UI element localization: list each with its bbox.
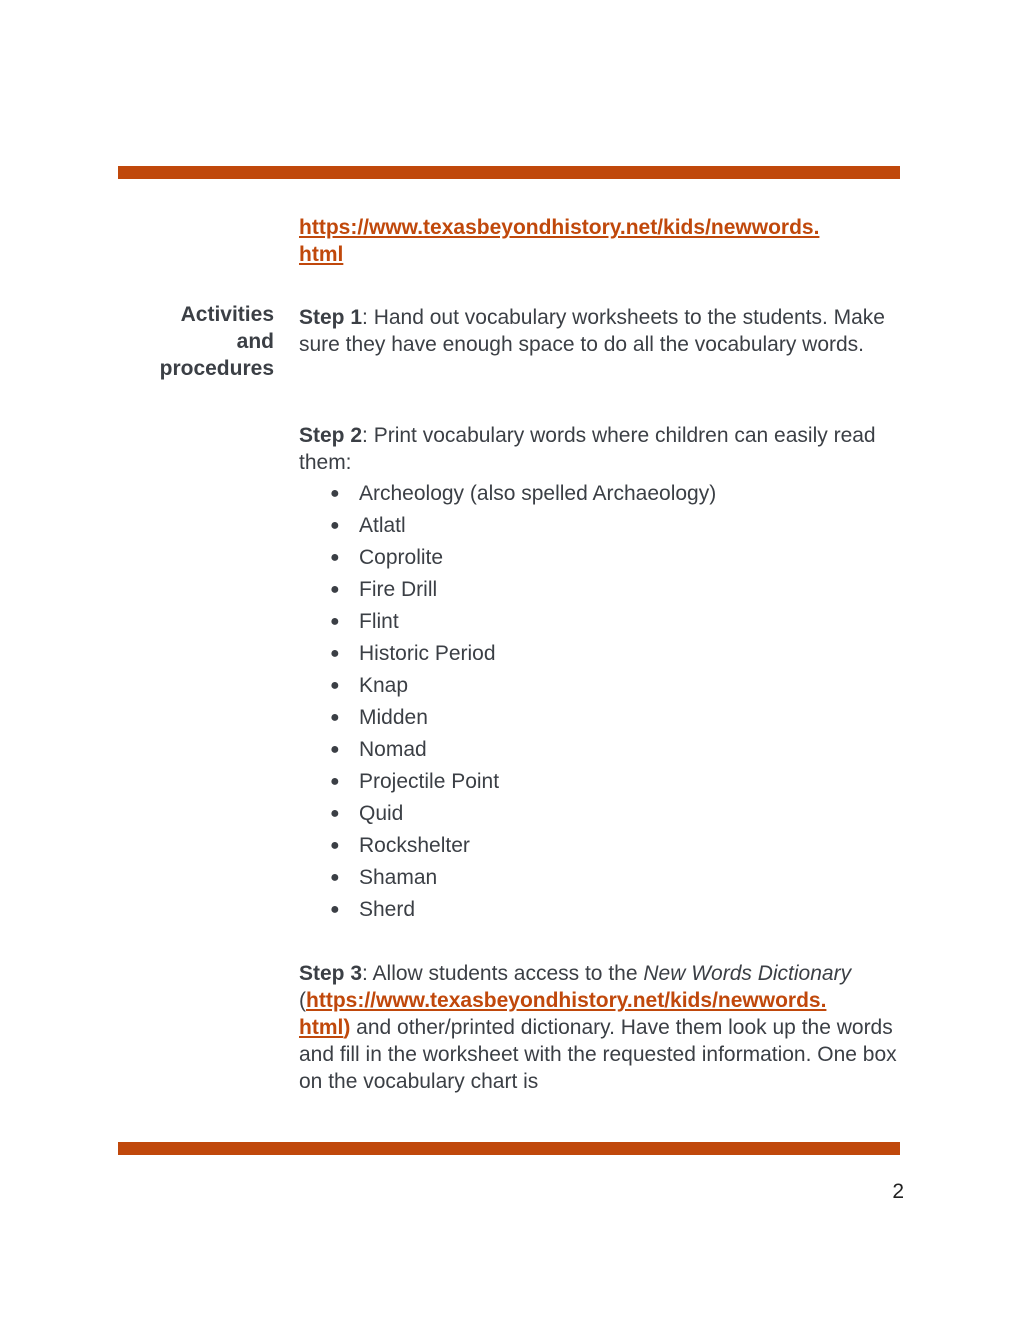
url-header-line2: html bbox=[299, 243, 344, 266]
vocabulary-word: Coprolite bbox=[359, 546, 444, 569]
bullet-icon: ● bbox=[330, 485, 340, 502]
vocabulary-item bbox=[299, 542, 899, 574]
page-number: 2 bbox=[892, 1180, 904, 1203]
vocabulary-item bbox=[299, 862, 899, 894]
vocabulary-item bbox=[299, 734, 899, 766]
vocabulary-word: Rockshelter bbox=[359, 834, 470, 857]
vocabulary-item bbox=[299, 638, 899, 670]
bullet-icon: ● bbox=[330, 901, 340, 918]
bullet-icon: ● bbox=[330, 741, 340, 758]
url-header-line1: https://www.texasbeyondhistory.net/kids/newwords. bbox=[299, 216, 820, 239]
step-1-text: : Hand out vocabulary worksheets to the students. Make sure they have enough space to do all the vocabulary words. bbox=[299, 306, 885, 356]
vocabulary-item bbox=[299, 510, 899, 542]
bullet-icon: ● bbox=[330, 581, 340, 598]
vocabulary-item bbox=[299, 702, 899, 734]
bullet-icon: ● bbox=[330, 837, 340, 854]
vocabulary-word: Nomad bbox=[359, 738, 427, 761]
step-3-text-after: and other/printed dictionary. Have them look up the words and fill in the worksheet with the requested information. One box on the vocabulary chart is bbox=[299, 1016, 897, 1093]
url-header-link[interactable] bbox=[299, 216, 819, 266]
vocabulary-word: Quid bbox=[359, 802, 404, 825]
vocabulary-item bbox=[299, 574, 899, 606]
vocabulary-item bbox=[299, 830, 899, 862]
step-3-close-paren: ) bbox=[343, 1016, 351, 1039]
bottom-accent-rule bbox=[118, 1142, 900, 1155]
section-label-activities bbox=[118, 301, 274, 382]
vocabulary-word: Projectile Point bbox=[359, 770, 500, 793]
step-2-label: Step 2 bbox=[299, 424, 363, 447]
vocabulary-list bbox=[299, 478, 899, 926]
step-3 bbox=[299, 960, 899, 1095]
step-3-text-before: : Allow students access to the bbox=[362, 962, 644, 985]
bullet-icon: ● bbox=[330, 773, 340, 790]
vocabulary-word: Fire Drill bbox=[359, 578, 438, 601]
vocabulary-word: Archeology (also spelled Archaeology) bbox=[359, 482, 717, 505]
vocabulary-item bbox=[299, 766, 899, 798]
bullet-icon: ● bbox=[330, 517, 340, 534]
bullet-icon: ● bbox=[330, 677, 340, 694]
top-accent-rule bbox=[118, 166, 900, 179]
bullet-icon: ● bbox=[330, 709, 340, 726]
step-1 bbox=[299, 304, 899, 358]
vocabulary-item bbox=[299, 606, 899, 638]
bullet-icon: ● bbox=[330, 613, 340, 630]
vocabulary-item bbox=[299, 894, 899, 926]
bullet-icon: ● bbox=[330, 805, 340, 822]
step-1-label: Step 1 bbox=[299, 306, 363, 329]
url-header[interactable] bbox=[299, 214, 899, 268]
vocabulary-word: Shaman bbox=[359, 866, 438, 889]
step-3-dictionary-title: New Words Dictionary bbox=[643, 962, 852, 985]
vocabulary-item bbox=[299, 478, 899, 510]
step-3-link-line2: html bbox=[299, 1016, 344, 1039]
vocabulary-item bbox=[299, 798, 899, 830]
vocabulary-item bbox=[299, 670, 899, 702]
vocabulary-word: Sherd bbox=[359, 898, 416, 921]
step-3-open-paren: ( bbox=[299, 989, 306, 1012]
vocabulary-word: Knap bbox=[359, 674, 409, 697]
vocabulary-word: Atlatl bbox=[359, 514, 406, 537]
vocabulary-word: Midden bbox=[359, 706, 428, 729]
step-2-text: : Print vocabulary words where children can easily read them: bbox=[299, 424, 876, 474]
section-label-line3: procedures bbox=[159, 357, 274, 380]
section-label-line2: and bbox=[236, 330, 274, 353]
step-3-label: Step 3 bbox=[299, 962, 363, 985]
step-2 bbox=[299, 422, 899, 926]
bullet-icon: ● bbox=[330, 549, 340, 566]
vocabulary-word: Historic Period bbox=[359, 642, 496, 665]
step-3-link-line1: https://www.texasbeyondhistory.net/kids/newwords. bbox=[306, 989, 827, 1012]
bullet-icon: ● bbox=[330, 869, 340, 886]
vocabulary-word: Flint bbox=[359, 610, 399, 633]
bullet-icon: ● bbox=[330, 645, 340, 662]
section-label-line1: Activities bbox=[180, 303, 274, 326]
